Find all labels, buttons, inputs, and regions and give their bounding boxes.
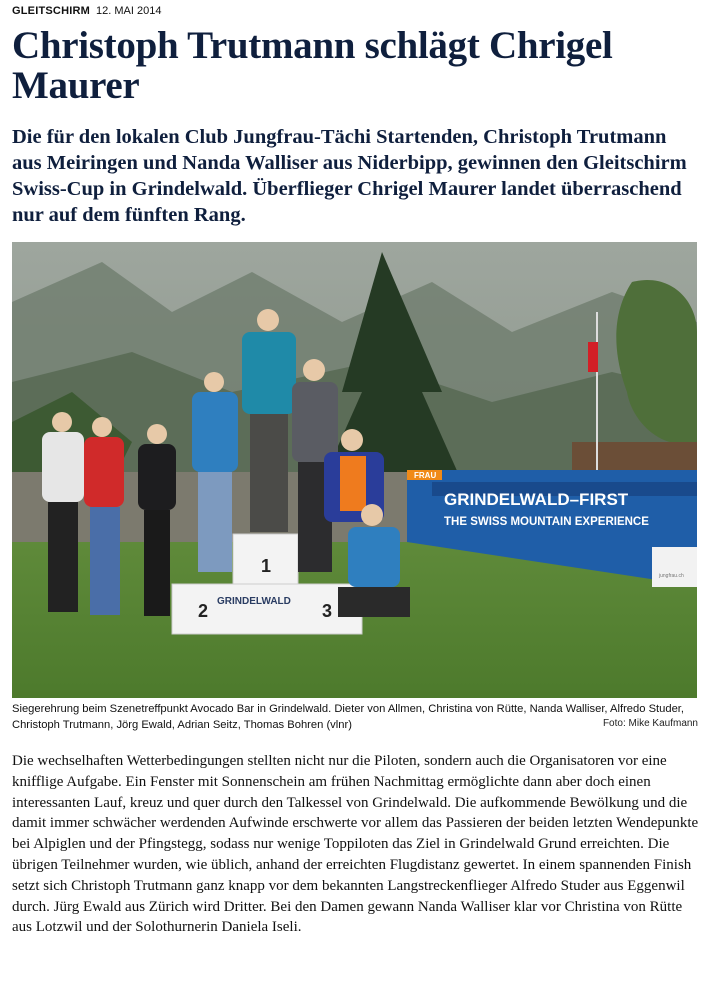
photo-caption: Siegerehrung beim Szenetreffpunkt Avocado Bar in Grindelwald. Dieter von Allmen, Christina von Rütte, Nanda Walliser, Alfredo Studer, Christoph Trutmann, Jörg Ewald, Adrian Seitz, Thomas Bohren (vlnr) bbox=[12, 703, 685, 731]
podium-label: GRINDELWALD bbox=[217, 596, 291, 607]
banner-subtitle: THE SWISS MOUNTAIN EXPERIENCE bbox=[444, 516, 649, 528]
article-body: Die wechselhaften Wetterbedingungen stellten nicht nur die Piloten, sondern auch die Organisatoren vor eine knifflige Aufgabe. Ein Fenster mit Sonnenschein am frühen Nachmittag ermöglichte dann aber doch einen interessanten Lauf, kreuz und quer durch den Talkessel von Grindelwald. Die aufkommende Bewölkung und die damit immer schwächer werdenden Aufwinde erschwerte vor allem das Passieren der beiden letzten Wendepunkte bei Alpiglen und der Pfingstegg, sodass nur wenige Toppiloten das Ziel in Grindelwald Grund erreichten. Die übrigen Teilnehmer wurden, wie üblich, anhand der erreichten Flugdistanz gewertet. In einem spannenden Finish setzt sich Christoph Trutmann ganz knapp vor dem bekannten Langstreckenflieger Alfredo Studer aus Eggenwil durch. Jürg Ewald aus Zürich wird Dritter. Bei den Damen gewann Nanda Walliser klar vor Christina von Rütte aus Lotzwil und der Solothurnerin Daniela Iseli. bbox=[12, 753, 699, 936]
kicker bbox=[12, 5, 161, 17]
podium-first: 1 bbox=[261, 556, 272, 576]
banner-small: jungfrau.ch bbox=[659, 573, 684, 579]
banner-title: GRINDELWALD–FIRST bbox=[444, 490, 629, 509]
award-ceremony-photo bbox=[12, 242, 697, 698]
podium-second: 2 bbox=[198, 601, 209, 621]
section-label: GLEITSCHIRM bbox=[12, 5, 90, 17]
lead-paragraph: Die für den lokalen Club Jungfrau-Tächi Startenden, Christoph Trutmann aus Meiringen und Nanda Walliser aus Niderbipp, gewinnen den Gleitschirm Swiss-Cup in Grindelwald. Überflieger Chrigel Maurer landet überraschend nur auf dem fünften Rang. bbox=[12, 126, 687, 226]
podium-third: 3 bbox=[322, 601, 333, 621]
banner-tag: FRAU bbox=[414, 471, 437, 480]
headline: Christoph Trutmann schlägt Chrigel Maurer bbox=[12, 24, 613, 107]
publish-date: 12. MAI 2014 bbox=[96, 5, 162, 17]
photo-credit: Foto: Mike Kaufmann bbox=[602, 718, 698, 729]
